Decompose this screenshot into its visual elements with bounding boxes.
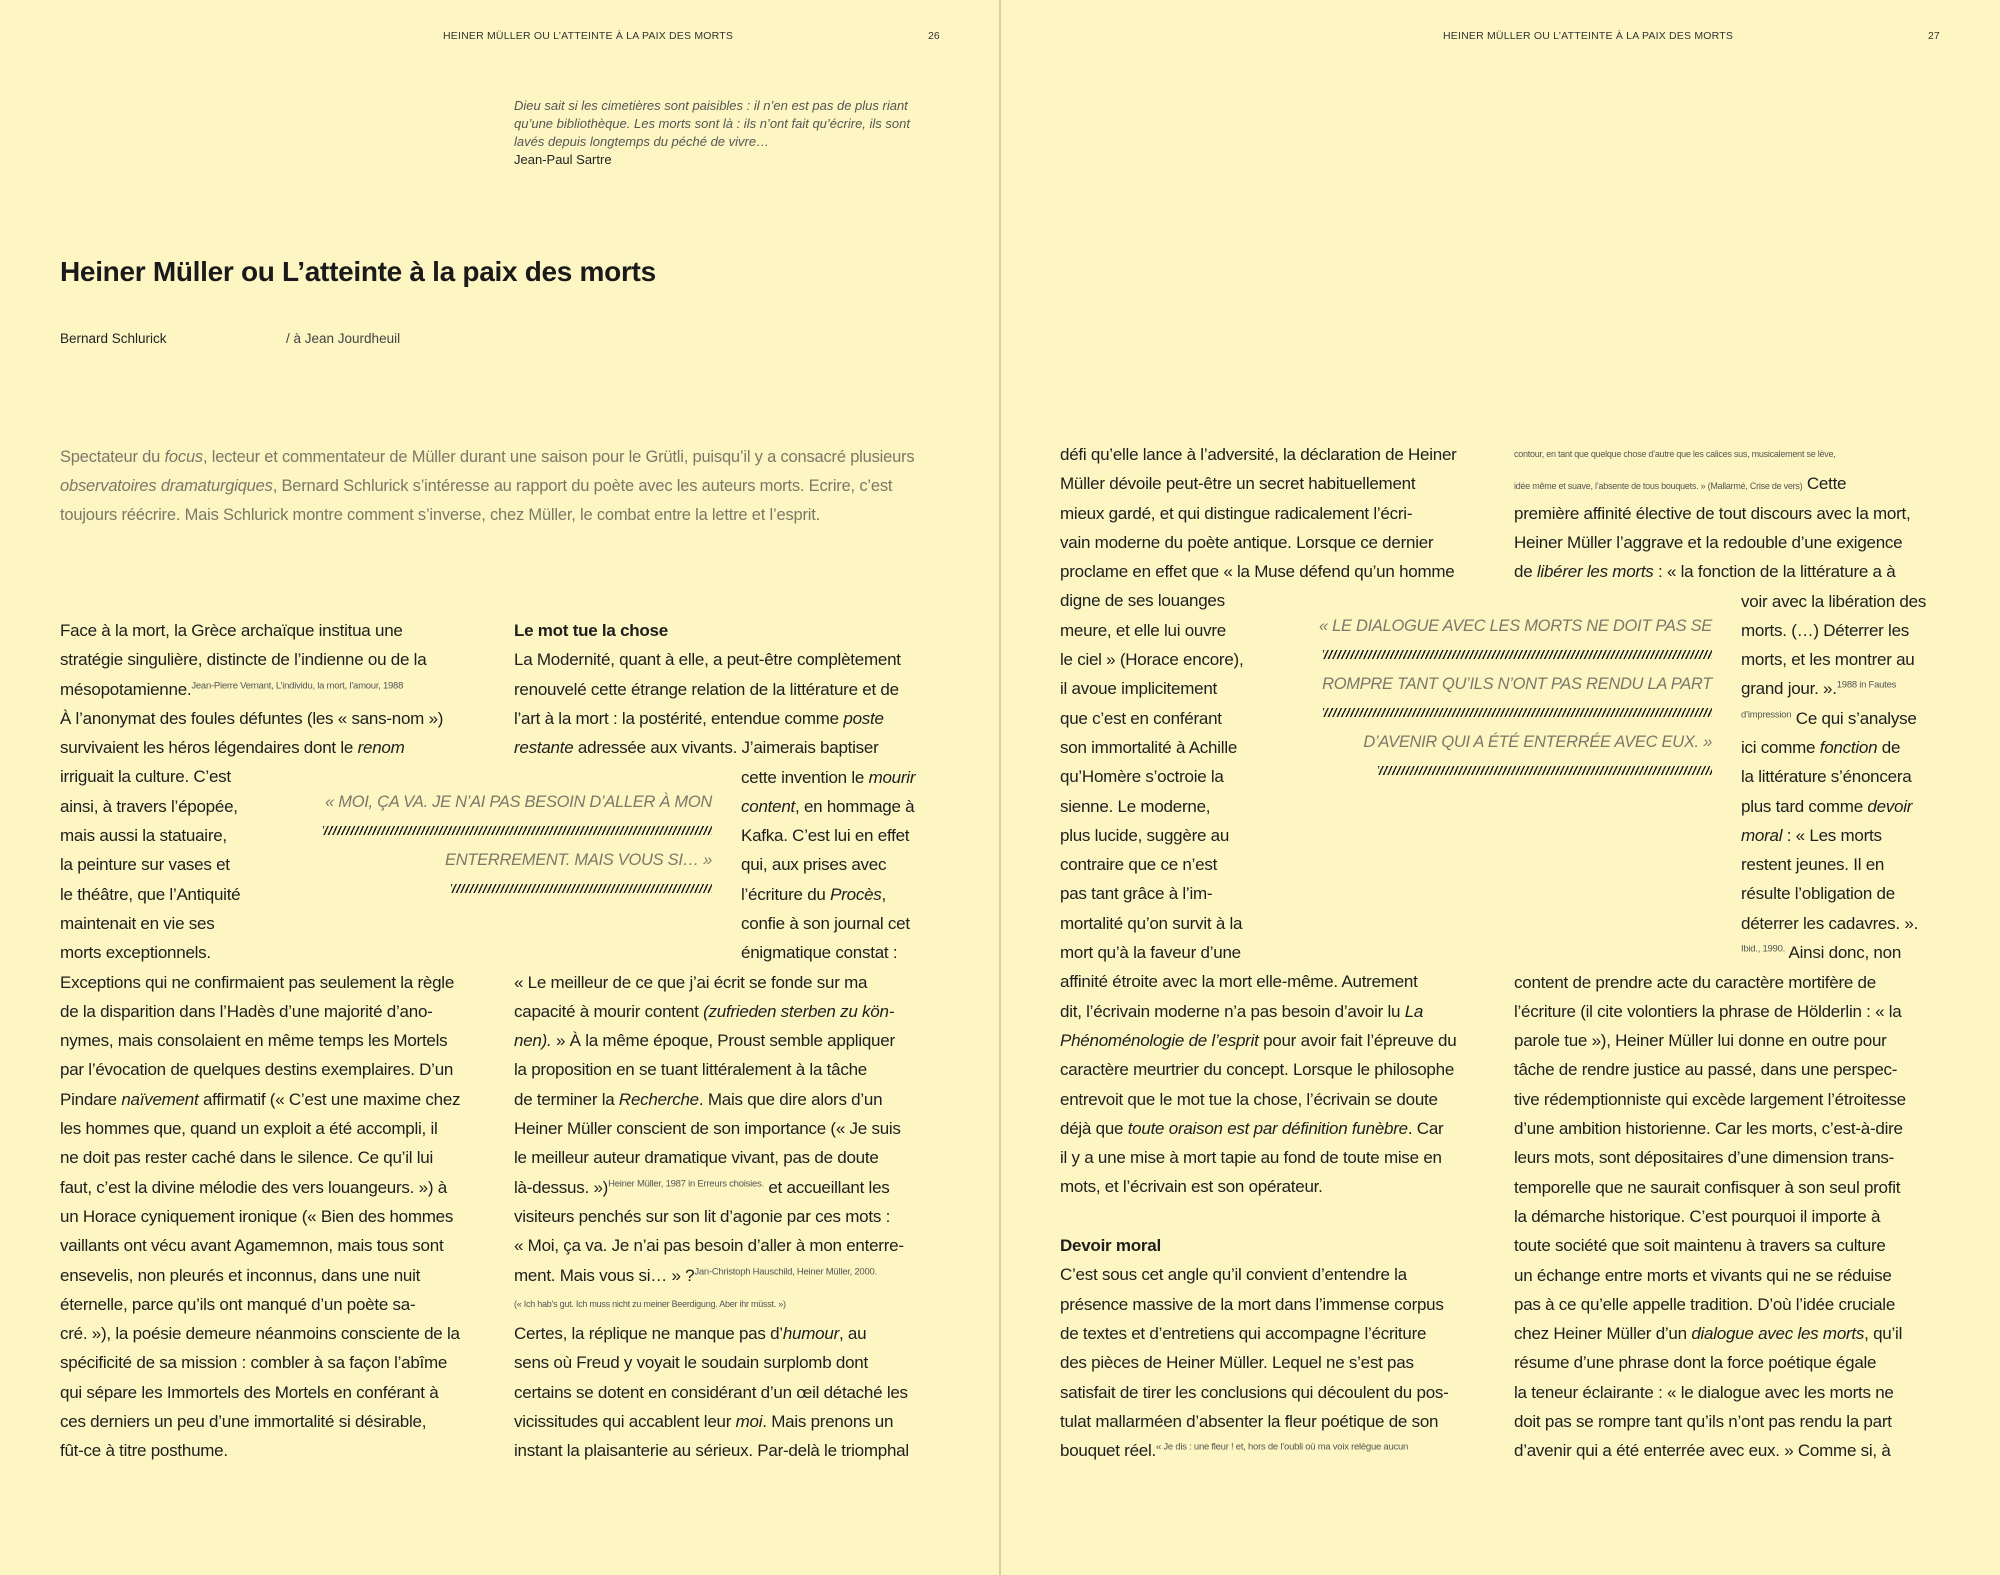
text-line: confie à son journal cet <box>741 913 910 933</box>
text-line: défi qu’elle lance à l’adversité, la déclaration de Heiner <box>1060 445 1457 464</box>
text-line: Müller dévoile peut-être un secret habituellement <box>1060 474 1416 494</box>
text-line: maintenait en vie ses <box>60 913 215 933</box>
text-line: parole tue »), Heiner Müller lui donne en outre pour <box>1514 1031 1887 1051</box>
text-line: énigmatique constat : <box>741 943 898 963</box>
text-line: contraire que ce n’est <box>1060 855 1218 875</box>
text-line: tâche de rendre justice au passé, dans une perspec- <box>1514 1060 1898 1080</box>
text-fragment: plus tard comme <box>1741 796 1868 816</box>
text-fragment: survivaient les héros légendaires dont le <box>60 738 358 758</box>
text-line: résume d’une phrase dont la force poétique égale <box>1514 1353 1877 1373</box>
text-line: « Moi, ça va. Je n’ai pas besoin d’aller à mon enterre- <box>514 1236 904 1256</box>
text-emphasis: La <box>1404 1001 1424 1021</box>
text-fragment: là-dessus. ») <box>514 1177 609 1197</box>
body-column-4-narrow <box>1741 587 1961 968</box>
text-line: mots, et l’écrivain est son opérateur. <box>1060 1177 1323 1197</box>
text-line: le meilleur auteur dramatique vivant, pas de doute <box>514 1148 879 1168</box>
body-column-4-lower <box>1514 968 1954 1466</box>
text-line: plus lucide, suggère au <box>1060 825 1230 845</box>
text-line: des pièces de Heiner Müller. Lequel ne s’est pas <box>1060 1353 1414 1373</box>
text-line: mieux gardé, et qui distingue radicalement l’écri- <box>1060 503 1413 523</box>
text-line: La Modernité, quant à elle, a peut-être complètement <box>514 650 901 670</box>
text-line: un Horace cyniquement ironique (« Bien des hommes <box>60 1206 454 1226</box>
text-line: spécificité de sa mission : combler à sa façon l’abîme <box>60 1353 448 1373</box>
text-line: Exceptions qui ne confirmaient pas seulement la règle <box>60 972 455 992</box>
lead-text: Spectateur du <box>60 448 165 466</box>
text-fragment: de <box>1877 737 1901 757</box>
text-fragment: , en hommage à <box>795 796 915 816</box>
text-line <box>741 880 951 909</box>
epigraph-line: Dieu sait si les cimetières sont paisibles : il n’en est pas de plus riant <box>514 98 908 113</box>
text-line <box>1741 674 1961 703</box>
text-line: Heiner Müller l’aggrave et la redouble d’une exigence <box>1514 532 1903 552</box>
text-line: qui sépare les Immortels des Mortels en conférant à <box>60 1382 439 1402</box>
text-fragment: , <box>881 884 887 904</box>
text-line <box>741 792 951 821</box>
article-title: Heiner Müller ou L’atteinte à la paix des morts <box>60 256 656 287</box>
text-fragment: ici comme <box>1741 737 1820 757</box>
text-line: fût-ce à titre posthume. <box>60 1441 228 1461</box>
text-line: doit pas se rompre tant qu’ils n’ont pas rendu la part <box>1514 1412 1892 1432</box>
text-line <box>514 1261 954 1290</box>
article-author: Bernard Schlurick <box>60 331 167 346</box>
text-line <box>514 997 954 1026</box>
body-column-2-narrow <box>741 763 951 968</box>
citation-note: Jean-Pierre Vernant, L’individu, la mort, l’amour, 1988 <box>191 679 404 691</box>
text-fragment: Ce qui s’analyse <box>1791 708 1917 728</box>
page-number: 26 <box>928 30 940 42</box>
text-emphasis: poste <box>843 708 884 728</box>
text-emphasis: fonction <box>1819 737 1878 757</box>
text-fragment: Certes, la réplique ne manque pas d’ <box>514 1324 783 1344</box>
text-line: les hommes que, quand un exploit a été accompli, il <box>60 1119 438 1139</box>
text-line: content de prendre acte du caractère mortifère de <box>1514 972 1876 992</box>
citation-note: Ibid., 1990. <box>1741 943 1786 955</box>
lead-text: toujours réécrire. Mais Schlurick montre comment s’inverse, chez Müller, le combat entre la lettre et l’esprit. <box>60 506 821 524</box>
text-line: C’est sous cet angle qu’il convient d’entendre la <box>1060 1265 1407 1285</box>
text-line: toute société que soit maintenu à travers sa culture <box>1514 1236 1886 1256</box>
text-line: affinité étroite avec la mort elle-même. Autrement <box>1060 972 1418 992</box>
pullquote-underline <box>323 826 712 835</box>
text-line: « Le meilleur de ce que j’ai écrit se fonde sur ma <box>514 972 868 992</box>
text-fragment: ment. Mais vous si… » ? <box>514 1265 695 1285</box>
text-line: pas tant grâce à l’im- <box>1060 884 1213 904</box>
text-line: entrevoit que le mot tue la chose, l’écrivain se doute <box>1060 1089 1438 1109</box>
text-line: la peinture sur vases et <box>60 855 230 875</box>
text-line: irriguait la culture. C’est <box>60 767 231 787</box>
pullquote-line: « MOI, ÇA VA. JE N’AI PAS BESOIN D’ALLER À MON <box>325 793 712 811</box>
citation-note: Jan-Christoph Hauschild, Heiner Müller, 2000. <box>694 1265 877 1277</box>
text-fragment: : « la fonction de la littérature a à <box>1653 562 1896 582</box>
text-line: tulat mallarméen d’absenter la fleur poétique de son <box>1060 1411 1439 1431</box>
text-fragment: bouquet réel. <box>1060 1441 1156 1461</box>
text-emphasis: restante <box>514 738 574 758</box>
text-emphasis: renom <box>357 738 405 758</box>
text-line: morts, et les montrer au <box>1741 650 1915 670</box>
epigraph-line: lavés depuis longtemps du péché de vivre… <box>514 134 770 149</box>
text-line: À l’anonymat des foules défuntes (les « sans-nom ») <box>60 708 444 728</box>
text-line: ensevelis, non pleurés et inconnus, dans une nuit <box>60 1265 421 1285</box>
text-line <box>1741 704 1961 733</box>
pullquote-underline <box>1323 708 1712 717</box>
text-line: il y a une mise à mort tapie au fond de toute mise en <box>1060 1148 1442 1168</box>
text-fragment: , au <box>838 1324 867 1344</box>
text-fragment: grand jour. ». <box>1741 679 1837 699</box>
citation-note: idée même et suave, l’absente de tous bouquets. » (Mallarmé, Crise de vers) <box>1514 481 1803 492</box>
text-fragment: Cette <box>1802 474 1847 494</box>
text-fragment: . Mais que dire alors d’un <box>698 1089 883 1109</box>
text-line: un échange entre morts et vivants qui ne se réduise <box>1514 1265 1892 1285</box>
text-line: temporelle que ne saurait confisquer à son seul profit <box>1514 1177 1901 1197</box>
text-line: morts. (…) Déterrer les <box>1741 620 1910 640</box>
body-column-2-lower <box>514 968 954 1466</box>
text-line <box>1741 792 1961 821</box>
text-fragment: dit, l’écrivain moderne n’a pas besoin d’avoir lu <box>1060 1001 1405 1021</box>
text-line: stratégie singulière, distincte de l’indienne ou de la <box>60 650 427 670</box>
text-line: ainsi, à travers l’épopée, <box>60 796 238 816</box>
text-line: proclame en effet que « la Muse défend qu’un homme <box>1060 562 1455 582</box>
text-emphasis: Recherche <box>618 1089 699 1109</box>
epigraph-line: qu’une bibliothèque. Les morts sont là : ils n’ont fait qu’écrire, ils sont <box>514 116 910 131</box>
text-line: qui, aux prises avec <box>741 855 887 875</box>
text-line: ne doit pas rester caché dans le silence. Ce qu’il lui <box>60 1148 433 1168</box>
epigraph <box>514 97 934 169</box>
lead-paragraph <box>60 443 940 530</box>
text-line: tive rédemptionniste qui excède largement l’étroitesse <box>1514 1089 1906 1109</box>
text-line: faut, c’est la divine mélodie des vers louangeurs. ») à <box>60 1177 447 1197</box>
text-fragment: . Mais prenons un <box>762 1412 894 1432</box>
text-line: vaillants ont vécu avant Agamemnon, mais tous sont <box>60 1236 444 1256</box>
text-line <box>60 675 480 704</box>
text-emphasis: mourir <box>868 767 916 787</box>
text-fragment: Ainsi donc, non <box>1785 943 1902 963</box>
dedication: / à Jean Jourdheuil <box>286 331 401 346</box>
text-line: l’écriture (il cite volontiers la phrase de Hölderlin : « la <box>1514 1001 1902 1021</box>
text-line: le théâtre, que l’Antiquité <box>60 884 241 904</box>
text-line <box>1514 557 1954 586</box>
body-column-4 <box>1514 440 1954 586</box>
text-fragment: affirmatif (« C’est une maxime chez <box>198 1089 461 1109</box>
text-line <box>514 1026 954 1055</box>
right-page <box>1000 0 2000 1575</box>
text-line: présence massive de la mort dans l’immense corpus <box>1060 1294 1444 1314</box>
text-line: sienne. Le moderne, <box>1060 796 1211 816</box>
text-fragment: vicissitudes qui accablent leur <box>514 1412 736 1432</box>
citation-note: d’impression <box>1741 709 1792 721</box>
text-fragment: de <box>1514 562 1537 582</box>
text-line <box>60 733 480 762</box>
text-line <box>1060 997 1500 1026</box>
text-fragment: et accueillant les <box>763 1177 890 1197</box>
text-line: digne de ses louanges <box>1060 591 1225 611</box>
text-fragment: l’art à la mort : la postérité, entendue comme <box>514 708 844 728</box>
text-emphasis: content <box>741 796 796 816</box>
text-line: d’une ambition historienne. Car les morts, c’est-à-dire <box>1514 1119 1903 1139</box>
text-fragment: cette invention le <box>741 767 869 787</box>
text-line: instant la plaisanterie au sérieux. Par-delà le triomphal <box>514 1441 909 1461</box>
text-line: il avoue implicitement <box>1060 679 1218 699</box>
text-emphasis: nen). <box>514 1031 552 1051</box>
text-fragment: pour avoir fait l’épreuve du <box>1258 1030 1457 1050</box>
text-line: morts exceptionnels. <box>60 943 211 963</box>
text-emphasis: Procès <box>830 884 882 904</box>
section-heading: Devoir moral <box>1060 1236 1161 1256</box>
text-emphasis: humour <box>782 1324 839 1344</box>
text-emphasis: Phénoménologie de l’esprit <box>1060 1030 1259 1050</box>
text-line <box>514 1319 954 1348</box>
lead-text: , lecteur et commentateur de Müller durant une saison pour le Grütli, puisqu’il y a consacré plusieurs <box>202 448 915 466</box>
text-emphasis: (zufrieden sterben zu kön- <box>703 1001 895 1021</box>
citation-note: 1988 in Fautes <box>1836 679 1897 691</box>
text-line: Heiner Müller conscient de son importance (« Je suis <box>514 1119 901 1139</box>
text-emphasis: naïvement <box>121 1089 199 1109</box>
text-line <box>1741 938 1961 967</box>
text-line: d’avenir qui a été enterrée avec eux. » Comme si, à <box>1514 1441 1891 1461</box>
text-line: nymes, mais consolaient en même temps les Mortels <box>60 1031 448 1051</box>
citation-note: contour, en tant que quelque chose d’autre que les calices sus, musicalement se lève, <box>1514 449 1836 459</box>
text-line <box>514 1085 954 1114</box>
text-line: renouvelé cette étrange relation de la littérature et de <box>514 679 899 699</box>
text-line: restent jeunes. Il en <box>1741 855 1885 875</box>
text-line <box>514 733 944 762</box>
text-line: caractère meurtrier du concept. Lorsque le philosophe <box>1060 1060 1455 1080</box>
lead-emphasis: focus <box>164 448 203 466</box>
text-line <box>1060 1026 1500 1055</box>
text-line: mais aussi la statuaire, <box>60 826 227 846</box>
text-emphasis: toute oraison est par définition funèbre <box>1127 1118 1408 1138</box>
text-fragment: l’écriture du <box>741 884 831 904</box>
text-fragment: . Car <box>1407 1118 1444 1138</box>
text-line: la littérature s’énoncera <box>1741 767 1912 787</box>
text-line: déterrer les cadavres. ». <box>1741 913 1919 933</box>
text-line <box>1741 733 1961 762</box>
text-line: leurs mots, sont dépositaires d’une dimension trans- <box>1514 1148 1895 1168</box>
lead-text: , Bernard Schlurick s’intéresse au rapport du poète avec les auteurs morts. Ecrire, c’est <box>272 477 893 495</box>
running-head: HEINER MÜLLER OU L’ATTEINTE À LA PAIX DES MORTS <box>1443 30 1734 42</box>
text-line: première affinité élective de tout discours avec la mort, <box>1514 503 1911 523</box>
pullquote-line: D’AVENIR QUI A ÉTÉ ENTERRÉE AVEC EUX. » <box>1363 733 1712 751</box>
running-head: HEINER MÜLLER OU L’ATTEINTE À LA PAIX DES MORTS <box>443 30 734 42</box>
text-line <box>514 1173 954 1202</box>
text-fragment: de terminer la <box>514 1089 619 1109</box>
text-emphasis: moral <box>1741 825 1783 845</box>
text-fragment: : « Les morts <box>1782 825 1882 845</box>
pullquote-line: ENTERREMENT. MAIS VOUS SI… » <box>445 851 712 869</box>
text-line: de textes et d’entretiens qui accompagne l’écriture <box>1060 1323 1427 1343</box>
text-line <box>1060 1114 1500 1143</box>
text-line: que c’est en conférant <box>1060 708 1222 728</box>
text-line <box>514 1407 954 1436</box>
text-line: meure, et elle lui ouvre <box>1060 620 1226 640</box>
text-line: Kafka. C’est lui en effet <box>741 826 910 846</box>
text-line: qu’Homère s’octroie la <box>1060 767 1224 787</box>
citation-note: Heiner Müller, 1987 in Erreurs choisies. <box>608 1178 764 1190</box>
text-line <box>741 763 951 792</box>
text-line <box>514 704 944 733</box>
body-column-3 <box>1060 440 1500 1465</box>
pullquote-underline <box>451 884 712 893</box>
text-line: voir avec la libération des <box>1741 591 1927 611</box>
text-line: sens où Freud y voyait le soudain surplomb dont <box>514 1353 868 1373</box>
pullquote-line: ROMPRE TANT QU’ILS N’ONT PAS RENDU LA PART <box>1322 675 1712 693</box>
text-line: vain moderne du poète antique. Lorsque ce dernier <box>1060 532 1434 552</box>
text-line <box>60 1085 480 1114</box>
text-emphasis: libérer les morts <box>1536 562 1654 582</box>
pullquote-underline <box>1378 766 1712 775</box>
text-line: cré. »), la poésie demeure néanmoins consciente de la <box>60 1324 460 1344</box>
text-line: certains se dotent en considérant d’un œil détaché les <box>514 1382 908 1402</box>
text-fragment: adressée aux vivants. J’aimerais baptiser <box>573 738 879 758</box>
text-line: la teneur éclairante : « le dialogue avec les morts ne <box>1514 1382 1894 1402</box>
text-line: de la disparition dans l’Hadès d’une majorité d’ano- <box>60 1001 433 1021</box>
text-fragment: chez Heiner Müller d’un <box>1514 1324 1692 1344</box>
text-line: visiteurs penchés sur son lit d’agonie par ces mots : <box>514 1206 891 1226</box>
section-heading: Le mot tue la chose <box>514 621 668 640</box>
page-number: 27 <box>1928 30 1940 42</box>
text-fragment: capacité à mourir content <box>514 1001 704 1021</box>
text-line: la démarche historique. C’est pourquoi il importe à <box>1514 1206 1881 1226</box>
text-line <box>1514 469 1954 498</box>
text-fragment: , qu’il <box>1864 1324 1903 1344</box>
text-line <box>1514 1319 1954 1348</box>
text-fragment: mésopotamienne. <box>60 679 192 699</box>
text-line: résulte l’obligation de <box>1741 884 1895 904</box>
pullquote-underline <box>1323 650 1712 659</box>
text-emphasis: devoir <box>1867 796 1913 816</box>
text-line: mort qu’à la faveur d’une <box>1060 943 1241 963</box>
text-line: la proposition en se tuant littéralement à la tâche <box>514 1060 867 1080</box>
text-fragment: Pindare <box>60 1089 122 1109</box>
body-column-1 <box>60 616 480 1466</box>
text-line <box>1741 821 1961 850</box>
text-line: satisfait de tirer les conclusions qui découlent du pos- <box>1060 1382 1449 1402</box>
text-line: pas à ce qu’elle appelle tradition. D’où l’idée cruciale <box>1514 1294 1896 1314</box>
text-emphasis: dialogue avec les morts <box>1691 1324 1865 1344</box>
pullquote-line: « LE DIALOGUE AVEC LES MORTS NE DOIT PAS SE <box>1318 617 1712 635</box>
text-line: son immortalité à Achille <box>1060 737 1238 757</box>
text-line: Face à la mort, la Grèce archaïque institua une <box>60 621 403 640</box>
citation-note: « Je dis : une fleur ! et, hors de l’oubli où ma voix relègue aucun <box>1156 1441 1409 1453</box>
lead-emphasis: observatoires dramaturgiques <box>60 477 273 495</box>
text-line: mortalité qu’on survit à la <box>1060 913 1243 933</box>
body-column-2 <box>514 616 944 762</box>
text-line <box>1060 1202 1500 1231</box>
text-line: par l’évocation de quelques destins exemplaires. D’un <box>60 1060 454 1080</box>
text-line: ces derniers un peu d’une immortalité si désirable, <box>60 1412 427 1432</box>
text-emphasis: moi <box>735 1412 763 1432</box>
text-line <box>1060 1436 1500 1465</box>
text-fragment: » À la même époque, Proust semble appliquer <box>551 1031 895 1051</box>
text-line: le ciel » (Horace encore), <box>1060 650 1244 670</box>
text-line: éternelle, parce qu’ils ont manqué d’un poète sa- <box>60 1294 416 1314</box>
citation-note: (« Ich hab’s gut. Ich muss nicht zu meiner Beerdigung. Aber ihr müsst. ») <box>514 1298 786 1309</box>
epigraph-author: Jean-Paul Sartre <box>514 152 612 167</box>
text-fragment: déjà que <box>1060 1118 1128 1138</box>
